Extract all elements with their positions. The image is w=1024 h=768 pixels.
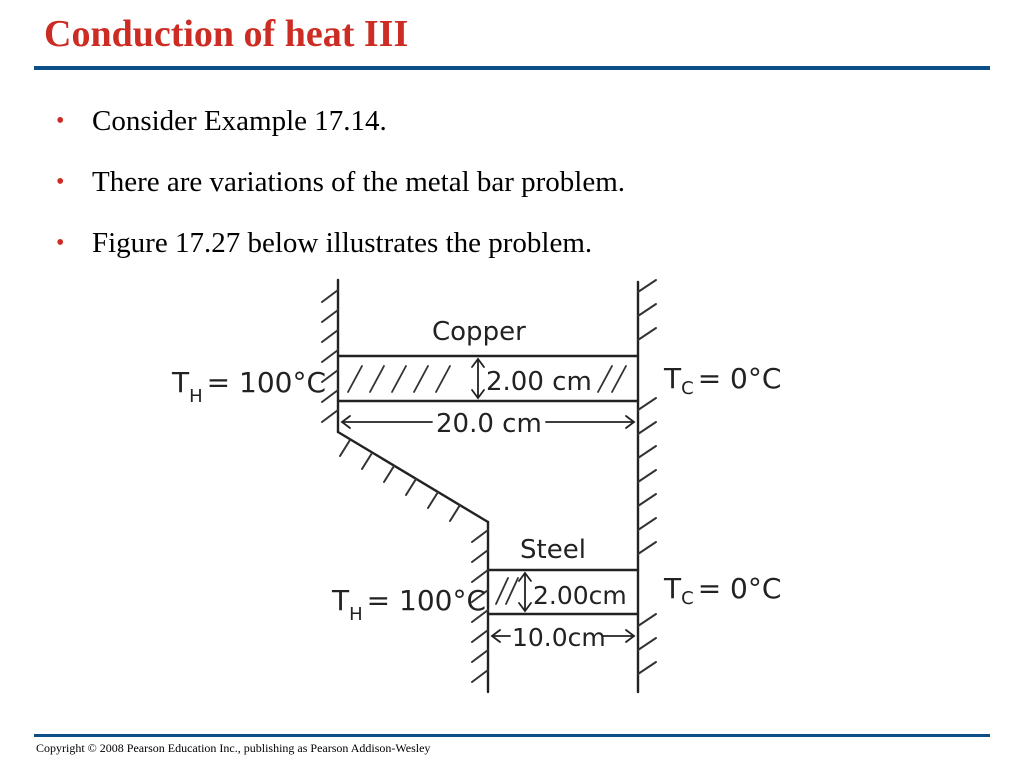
- bullet-text: There are variations of the metal bar problem.: [92, 166, 626, 198]
- steel-thickness-label: 2.00cm: [533, 581, 627, 610]
- steel-length-label: 10.0cm: [512, 623, 606, 652]
- bullet-text: Figure 17.27 below illustrates the problem.: [92, 227, 593, 259]
- copper-cold-temp-label: $T_C = 0^\circ C$: [664, 362, 782, 399]
- bullet-icon: •: [56, 169, 65, 195]
- bullet-icon: •: [56, 108, 65, 134]
- copyright-footer: Copyright © 2008 Pearson Education Inc., publishing as Pearson Addison-Wesley: [36, 741, 431, 755]
- title-divider: [34, 66, 990, 70]
- steel-hot-temp-label: $T_H = 100^\circ C$: [332, 584, 487, 625]
- steel-label: Steel: [520, 535, 586, 565]
- steel-hatching: [496, 578, 518, 604]
- slide-title: Conduction of heat III: [44, 13, 409, 55]
- bullet-item: [56, 226, 625, 260]
- copper-length-label: 20.0 cm: [436, 409, 542, 439]
- diagonal-wall: [338, 432, 488, 522]
- copper-hot-temp-label: $T_H = 100^\circ C$: [172, 366, 327, 407]
- bullet-list: [56, 104, 625, 287]
- steel-cold-temp-label: $T_C = 0^\circ C$: [664, 572, 782, 609]
- copper-thickness-label: 2.00 cm: [486, 367, 592, 397]
- bullet-item: [56, 104, 625, 138]
- copper-label: Copper: [432, 317, 526, 347]
- bullet-icon: •: [56, 230, 65, 256]
- bullet-text: Consider Example 17.14.: [92, 105, 387, 137]
- bullet-item: [56, 165, 625, 199]
- heat-conduction-figure: [160, 276, 800, 696]
- footer-divider: [34, 734, 990, 737]
